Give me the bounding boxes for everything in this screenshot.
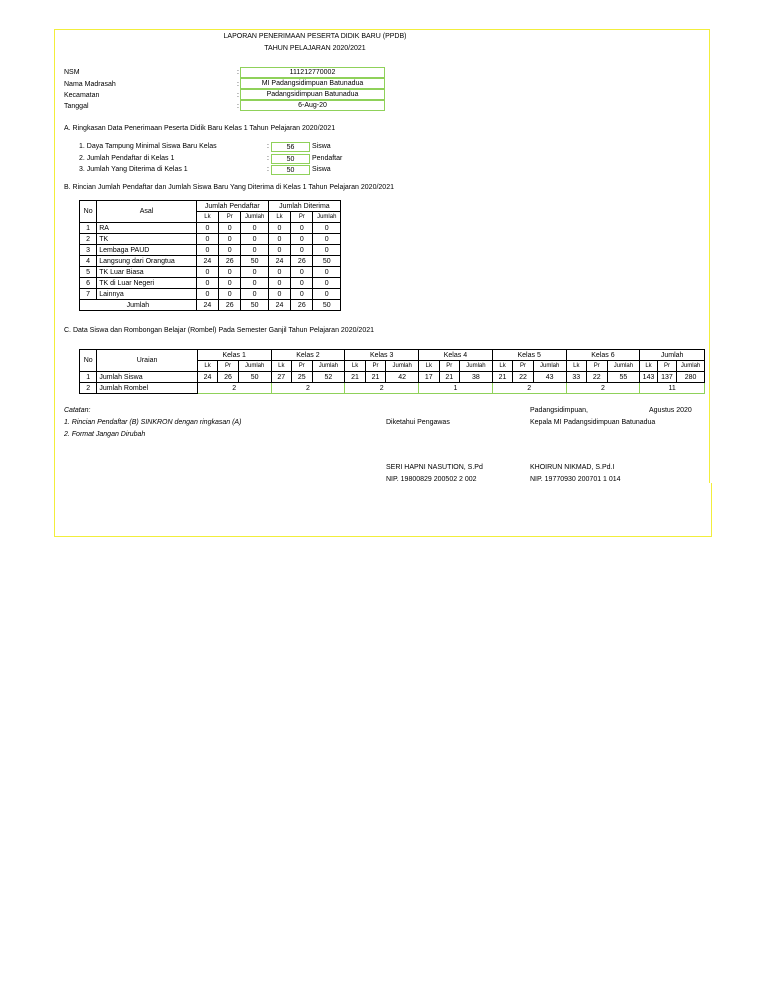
- subheader-cell: Pr: [218, 361, 238, 372]
- subheader-cell: Lk: [566, 361, 586, 372]
- row-value: 26: [218, 372, 238, 383]
- header-jumlah: Jumlah: [241, 212, 268, 223]
- subheader-cell: Pr: [587, 361, 607, 372]
- row-asal: Langsung dari Orangtua: [97, 256, 197, 267]
- row-value: 0: [241, 289, 268, 300]
- row-value: 0: [241, 234, 268, 245]
- row-value: 33: [566, 372, 586, 383]
- header-jumlah-pendaftar: Jumlah Pendaftar: [196, 201, 268, 212]
- row-value: 38: [460, 372, 493, 383]
- row-value: 21: [365, 372, 385, 383]
- row-value: 21: [439, 372, 459, 383]
- table-row: [80, 267, 341, 278]
- row-value: 21: [492, 372, 512, 383]
- identity-label-kecamatan: Kecamatan: [64, 92, 100, 99]
- list-item-colon: :: [267, 166, 269, 173]
- row-asal: Lainnya: [97, 289, 197, 300]
- row-value: 0: [268, 278, 290, 289]
- row-value: 0: [313, 223, 341, 234]
- row-no: 3: [80, 245, 97, 256]
- row-value: 55: [607, 372, 640, 383]
- row-value: 2: [197, 383, 271, 394]
- section-a-heading: A. Ringkasan Data Penerimaan Peserta Didik Baru Kelas 1 Tahun Pelajaran 2020/2021: [64, 125, 336, 132]
- row-no: 4: [80, 256, 97, 267]
- row-value: 26: [219, 256, 241, 267]
- row-value: 0: [268, 289, 290, 300]
- table-row: [80, 245, 341, 256]
- subheader-cell: Jumlah: [677, 361, 705, 372]
- row-value: 52: [312, 372, 345, 383]
- row-no: 2: [80, 383, 97, 394]
- list-item-colon: :: [267, 143, 269, 150]
- header-kelas-2: Kelas 2: [271, 350, 345, 361]
- header-jumlah-total: Jumlah: [640, 350, 705, 361]
- header-lk: Lk: [268, 212, 290, 223]
- list-item-colon: :: [267, 155, 269, 162]
- subheader-cell: Lk: [492, 361, 512, 372]
- row-value: 0: [313, 234, 341, 245]
- row-value: 0: [268, 267, 290, 278]
- row-value: 50: [238, 372, 271, 383]
- row-value: 0: [291, 234, 313, 245]
- row-label: Jumlah Siswa: [97, 372, 197, 383]
- subheader-cell: Pr: [365, 361, 385, 372]
- row-value: 0: [291, 223, 313, 234]
- pendaftar-rows: [80, 223, 341, 300]
- report-sheet-footer: [54, 483, 712, 537]
- row-value: 26: [291, 256, 313, 267]
- identity-value-nsm: 111212770002: [240, 67, 385, 78]
- row-value: 0: [241, 278, 268, 289]
- header-kelas-6: Kelas 6: [566, 350, 640, 361]
- section-b-heading: B. Rincian Jumlah Pendaftar dan Jumlah Siswa Baru Yang Diterima di Kelas 1 Tahun Pelajaran 2020/2021: [64, 184, 394, 191]
- header-kelas-5: Kelas 5: [492, 350, 566, 361]
- row-value: 0: [196, 234, 218, 245]
- signature-month: Agustus 2020: [649, 407, 692, 414]
- row-value: 2: [345, 383, 419, 394]
- row-value: 0: [219, 267, 241, 278]
- row-value: 0: [196, 267, 218, 278]
- row-value: 25: [292, 372, 312, 383]
- table-row: [80, 234, 341, 245]
- table-row: [80, 278, 341, 289]
- identity-label-madrasah: Nama Madrasah: [64, 81, 116, 88]
- header-kelas-3: Kelas 3: [345, 350, 419, 361]
- row-value: 50: [241, 256, 268, 267]
- row-asal: Lembaga PAUD: [97, 245, 197, 256]
- list-item-label: 1. Daya Tampung Minimal Siswa Baru Kelas: [79, 143, 217, 150]
- row-label: Jumlah Rombel: [97, 383, 197, 394]
- row-value: 50: [313, 256, 341, 267]
- row-value: 0: [196, 278, 218, 289]
- row-value: 43: [533, 372, 566, 383]
- row-value: 24: [196, 256, 218, 267]
- subheader-cell: Jumlah: [386, 361, 419, 372]
- list-item-value: 50: [271, 165, 310, 175]
- header-lk: Lk: [196, 212, 218, 223]
- signature-left-name: SERI HAPNI NASUTION, S.Pd: [386, 464, 483, 471]
- row-value: 0: [313, 278, 341, 289]
- list-item-label: 3. Jumlah Yang Diterima di Kelas 1: [79, 166, 188, 173]
- row-no: 1: [80, 372, 97, 383]
- signature-place: Padangsidimpuan,: [530, 407, 588, 414]
- row-no: 5: [80, 267, 97, 278]
- row-value: 0: [313, 245, 341, 256]
- subheader-cell: Lk: [345, 361, 365, 372]
- identity-colon: :: [237, 103, 239, 110]
- header-no: No: [80, 201, 97, 223]
- identity-label-nsm: NSM: [64, 69, 80, 76]
- subheader-cell: Lk: [419, 361, 439, 372]
- row-value: 0: [196, 245, 218, 256]
- row-value: 22: [587, 372, 607, 383]
- row-value: 11: [640, 383, 705, 394]
- table-row: [80, 383, 705, 394]
- table-row: [80, 256, 341, 267]
- row-value: 27: [271, 372, 291, 383]
- header-uraian: Uraian: [97, 350, 197, 372]
- header-kelas-1: Kelas 1: [197, 350, 271, 361]
- row-value: 0: [291, 278, 313, 289]
- total-cell: 50: [241, 300, 268, 311]
- row-value: 1: [419, 383, 493, 394]
- notes-title: Catatan:: [64, 407, 91, 414]
- report-subtitle: TAHUN PELAJARAN 2020/2021: [264, 45, 366, 52]
- signature-right-name: KHOIRUN NIKMAD, S.Pd.I: [530, 464, 615, 471]
- row-no: 1: [80, 223, 97, 234]
- row-value: 0: [313, 289, 341, 300]
- row-asal: TK Luar Biasa: [97, 267, 197, 278]
- report-title: LAPORAN PENERIMAAN PESERTA DIDIK BARU (PPDB): [223, 33, 407, 40]
- row-value: 21: [345, 372, 365, 383]
- notes-item: 2. Format Jangan Dirubah: [64, 431, 146, 438]
- signature-right-role: Kepala MI Padangsidimpuan Batunadua: [530, 419, 656, 426]
- row-value: 0: [219, 245, 241, 256]
- table-row: [80, 372, 705, 383]
- row-value: 0: [268, 245, 290, 256]
- row-no: 7: [80, 289, 97, 300]
- row-value: 24: [268, 256, 290, 267]
- identity-value-tanggal: 6-Aug-20: [240, 100, 385, 111]
- row-no: 6: [80, 278, 97, 289]
- subheader-cell: Jumlah: [607, 361, 640, 372]
- subheader-cell: Pr: [292, 361, 312, 372]
- total-cell: 50: [313, 300, 341, 311]
- header-pr: Pr: [219, 212, 241, 223]
- row-asal: TK: [97, 234, 197, 245]
- row-asal: RA: [97, 223, 197, 234]
- header-kelas-4: Kelas 4: [419, 350, 493, 361]
- row-value: 0: [196, 223, 218, 234]
- subheader-cell: Pr: [657, 361, 676, 372]
- row-value: 0: [241, 267, 268, 278]
- subheader-cell: Pr: [439, 361, 459, 372]
- row-value: 24: [197, 372, 217, 383]
- total-cell: 24: [196, 300, 218, 311]
- identity-label-tanggal: Tanggal: [64, 103, 89, 110]
- subheader-cell: Jumlah: [238, 361, 271, 372]
- total-cell: 24: [268, 300, 290, 311]
- row-value: 0: [291, 289, 313, 300]
- total-cell: 26: [219, 300, 241, 311]
- header-jumlah-diterima: Jumlah Diterima: [268, 201, 340, 212]
- row-value: 0: [219, 278, 241, 289]
- table-row: [80, 223, 341, 234]
- subheader-cell: Jumlah: [533, 361, 566, 372]
- row-value: 0: [313, 267, 341, 278]
- section-c-heading: C. Data Siswa dan Rombongan Belajar (Rombel) Pada Semester Ganjil Tahun Pelajaran 2020/2021: [64, 327, 374, 334]
- row-value: 0: [268, 223, 290, 234]
- row-value: 0: [219, 234, 241, 245]
- row-value: 2: [492, 383, 566, 394]
- row-value: 0: [219, 289, 241, 300]
- row-value: 0: [196, 289, 218, 300]
- row-value: 17: [419, 372, 439, 383]
- identity-colon: :: [237, 81, 239, 88]
- identity-colon: :: [237, 92, 239, 99]
- row-no: 2: [80, 234, 97, 245]
- row-value: 22: [513, 372, 533, 383]
- list-item-unit: Siswa: [312, 166, 331, 173]
- total-cell: 26: [291, 300, 313, 311]
- signature-right-nip: NIP. 19770930 200701 1 014: [530, 476, 621, 483]
- row-value: 2: [271, 383, 345, 394]
- subheader-cell: Jumlah: [460, 361, 493, 372]
- row-value: 0: [241, 223, 268, 234]
- list-item-value: 50: [271, 154, 310, 164]
- header-no: No: [80, 350, 97, 372]
- row-value: 137: [657, 372, 676, 383]
- row-value: 2: [566, 383, 640, 394]
- subheader-cell: Lk: [197, 361, 217, 372]
- subheader-cell: Pr: [513, 361, 533, 372]
- list-item-value: 56: [271, 142, 310, 152]
- row-value: 280: [677, 372, 705, 383]
- row-value: 0: [268, 234, 290, 245]
- header-asal: Asal: [97, 201, 197, 223]
- header-pr: Pr: [291, 212, 313, 223]
- row-value: 0: [291, 245, 313, 256]
- notes-item: 1. Rincian Pendaftar (B) SINKRON dengan ringkasan (A): [64, 419, 242, 426]
- list-item-unit: Pendaftar: [312, 155, 343, 162]
- row-value: 143: [640, 372, 657, 383]
- row-asal: TK di Luar Negeri: [97, 278, 197, 289]
- row-value: 0: [219, 223, 241, 234]
- subheader-cell: Lk: [271, 361, 291, 372]
- table-row: [80, 289, 341, 300]
- row-value: 0: [291, 267, 313, 278]
- list-item-unit: Siswa: [312, 143, 331, 150]
- list-item-label: 2. Jumlah Pendaftar di Kelas 1: [79, 155, 175, 162]
- total-label: Jumlah: [80, 300, 197, 311]
- identity-colon: :: [237, 69, 239, 76]
- subheader-cell: Lk: [640, 361, 657, 372]
- row-value: 42: [386, 372, 419, 383]
- row-value: 0: [241, 245, 268, 256]
- identity-value-madrasah: MI Padangsidimpuan Batunadua: [240, 78, 385, 89]
- subheader-cell: Jumlah: [312, 361, 345, 372]
- identity-value-kecamatan: Padangsidimpuan Batunadua: [240, 89, 385, 100]
- pendaftar-table: [79, 200, 341, 311]
- rombel-table: [79, 349, 705, 394]
- header-jumlah: Jumlah: [313, 212, 341, 223]
- signature-left-role: Diketahui Pengawas: [386, 419, 450, 426]
- signature-left-nip: NIP. 19800829 200502 2 002: [386, 476, 477, 483]
